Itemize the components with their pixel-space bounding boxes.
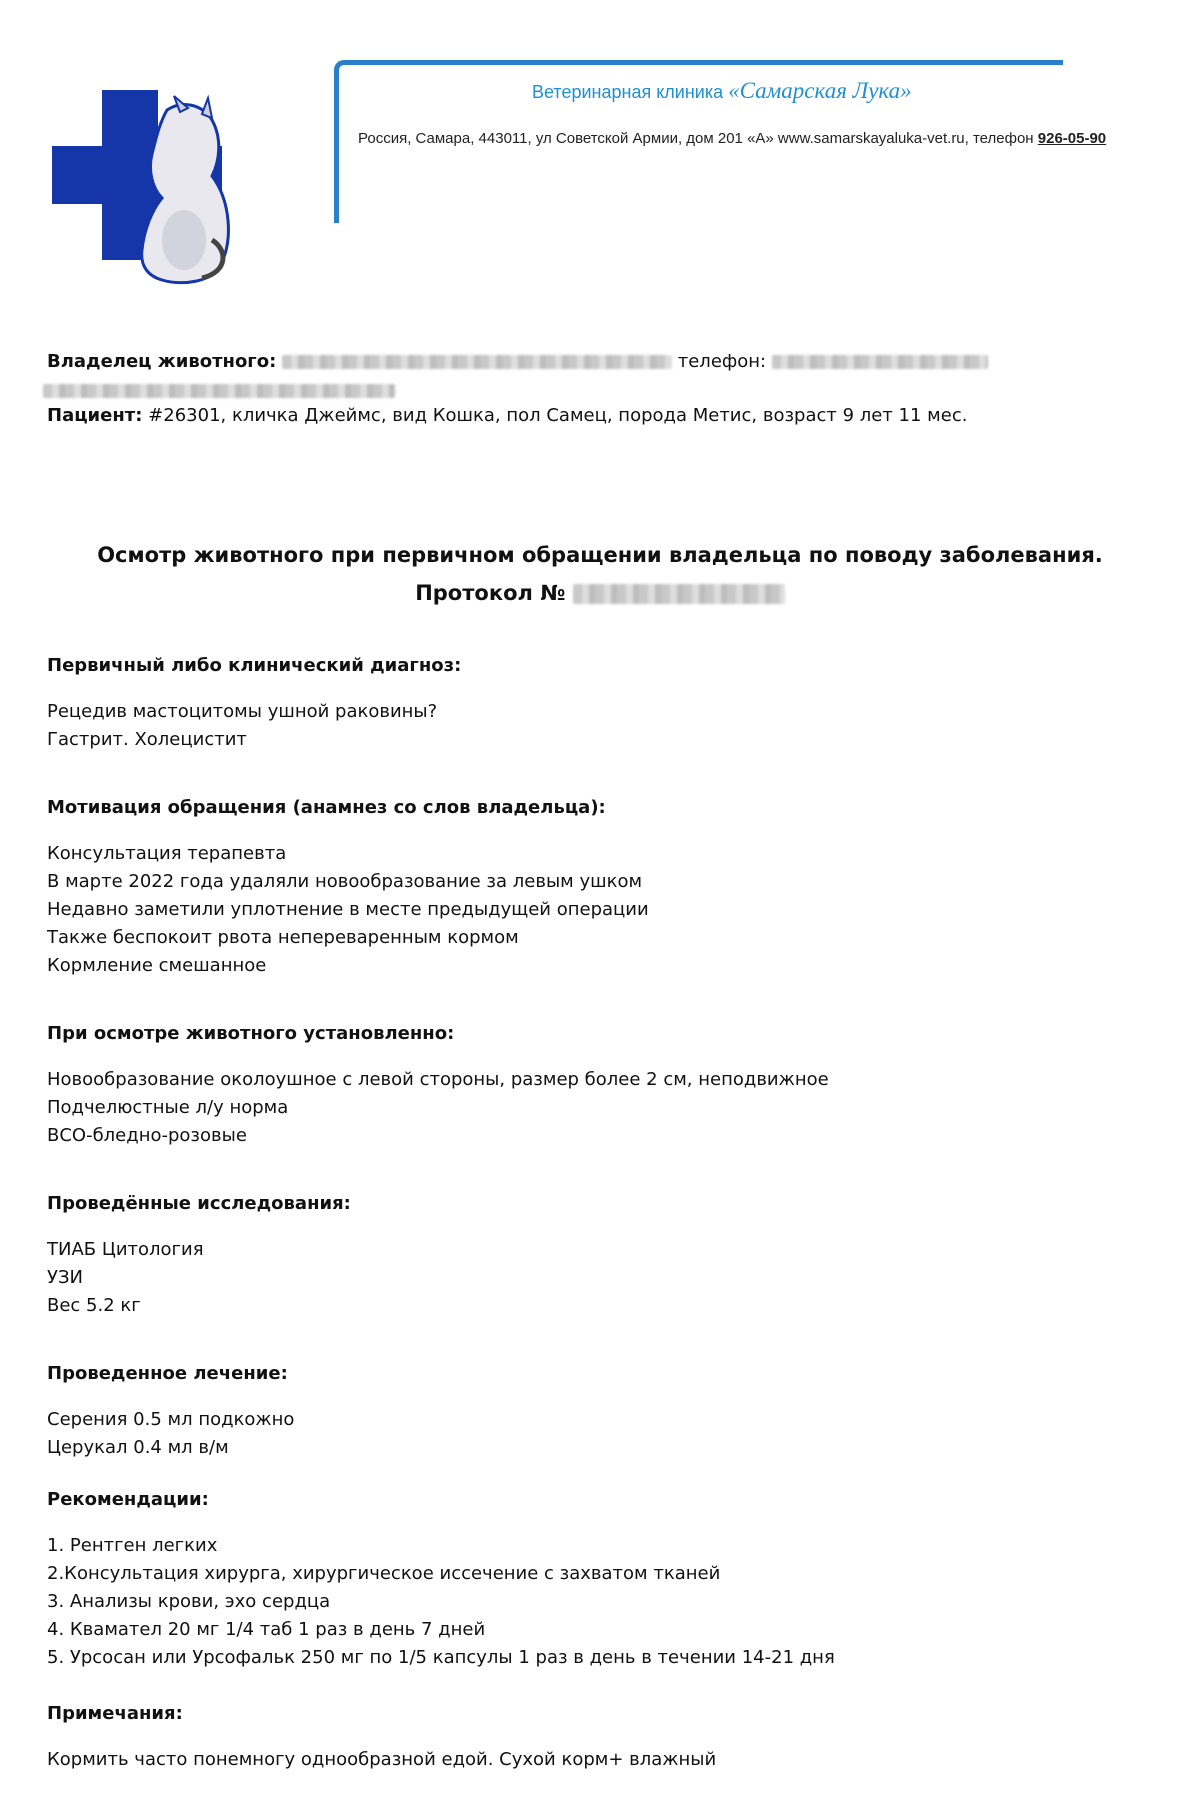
section-line: 5. Урсосан или Урсофальк 250 мг по 1/5 капсулы 1 раз в день в течении 14-21 дня	[47, 1647, 835, 1668]
section-anamnesis	[47, 794, 1147, 980]
section-line: Серения 0.5 мл подкожно	[47, 1409, 295, 1430]
section-heading: Рекомендации:	[47, 1489, 209, 1510]
section-notes	[47, 1700, 1147, 1774]
owner-label: Владелец животного:	[47, 351, 277, 372]
section-heading: Мотивация обращения (анамнез со слов владельца):	[47, 797, 606, 818]
patient-details: #26301, кличка Джеймс, вид Кошка, пол Самец, порода Метис, возраст 9 лет 11 мес.	[142, 405, 968, 426]
section-line: Также беспокоит рвота непереваренным кормом	[47, 927, 519, 948]
section-diagnosis	[47, 652, 1147, 754]
section-line: ТИАБ Цитология	[47, 1239, 204, 1260]
section-heading: Проведённые исследования:	[47, 1193, 351, 1214]
section-heading: При осмотре животного установленно:	[47, 1023, 455, 1044]
section-recommendations	[47, 1486, 1147, 1672]
clinic-phone: 926-05-90	[1037, 130, 1107, 147]
owner-email-redacted	[43, 384, 395, 398]
section-line: Рецедив мастоцитомы ушной раковины?	[47, 701, 438, 722]
section-line: В марте 2022 года удаляли новообразование за левым ушком	[47, 871, 643, 892]
section-line: Гастрит. Холецистит	[47, 729, 247, 750]
title-line: Осмотр животного при первичном обращении владельца по поводу заболевания.	[97, 543, 1103, 567]
section-line: 4. Квамател 20 мг 1/4 таб 1 раз в день 7 дней	[47, 1619, 486, 1640]
protocol-number-redacted	[573, 584, 785, 604]
section-heading: Примечания:	[47, 1703, 183, 1724]
section-line: 2.Консультация хирурга, хирургическое иссечение с захватом тканей	[47, 1563, 721, 1584]
protocol-line: Протокол №	[0, 574, 1200, 612]
owner-name-redacted	[282, 355, 672, 369]
section-line: Церукал 0.4 мл в/м	[47, 1437, 229, 1458]
section-line: Вес 5.2 кг	[47, 1295, 141, 1316]
section-treatment	[47, 1360, 1147, 1462]
section-examination	[47, 1020, 1147, 1150]
owner-line	[47, 348, 988, 376]
section-heading: Проведенное лечение:	[47, 1363, 288, 1384]
clinic-name: Ветеринарная клиника «Самарская Лука»	[532, 78, 912, 103]
section-line: 3. Анализы крови, эхо сердца	[47, 1591, 331, 1612]
section-line: Недавно заметили уплотнение в месте предыдущей операции	[47, 899, 649, 920]
section-line: 1. Рентген легких	[47, 1535, 218, 1556]
section-line: Новообразование околоушное с левой стороны, размер более 2 см, неподвижное	[47, 1069, 829, 1090]
clinic-logo	[52, 90, 252, 286]
section-line: Консультация терапевта	[47, 843, 287, 864]
owner-phone-label: телефон:	[677, 351, 767, 372]
owner-phone-redacted	[772, 355, 988, 369]
clinic-address: Россия, Самара, 443011, ул Советской Армии, дом 201 «А» www.samarskayaluka-vet.ru, телефон 926-05-90	[358, 130, 1107, 147]
section-studies	[47, 1190, 1147, 1320]
section-line: Подчелюстные л/у норма	[47, 1097, 289, 1118]
section-heading: Первичный либо клинический диагноз:	[47, 655, 462, 676]
section-line: Кормить часто понемногу однообразной едой. Сухой корм+ влажный	[47, 1749, 717, 1770]
section-line: ВСО-бледно-розовые	[47, 1125, 247, 1146]
document-title	[0, 536, 1200, 612]
section-line: УЗИ	[47, 1267, 83, 1288]
section-line: Кормление смешанное	[47, 955, 267, 976]
patient-label: Пациент:	[47, 405, 143, 426]
patient-line	[47, 402, 967, 430]
